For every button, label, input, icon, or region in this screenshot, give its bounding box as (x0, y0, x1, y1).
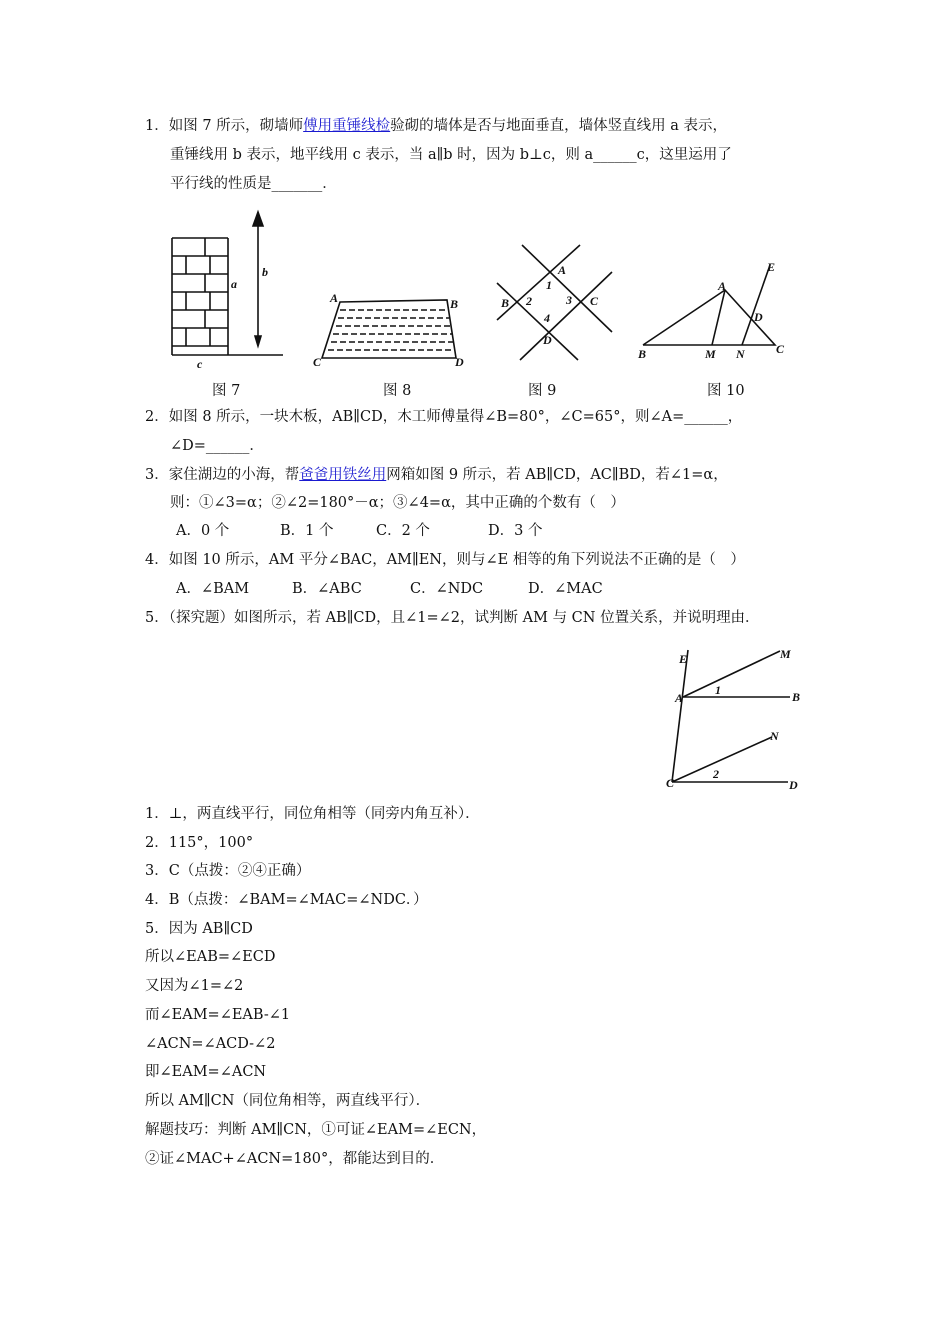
fig8-label-A: A (330, 291, 339, 305)
fig9-label-4: 4 (544, 311, 550, 325)
fig9-label-B: B (501, 296, 510, 310)
figure-q5 (666, 647, 800, 792)
answer-line: 1．⊥，两直线平行，同位角相等（同旁内角互补）． (145, 806, 480, 822)
q3-option-d: D．3 个 (488, 523, 543, 539)
fig5-label-1: 1 (715, 683, 721, 697)
q4-line1: 4．如图 10 所示，AM 平分∠BAC，AM∥EN，则与∠E 相等的角下列说法不正确的是（ ） (145, 552, 745, 568)
fig5-label-N: N (770, 729, 779, 743)
fig5-label-E: E (679, 652, 688, 666)
answer-line: 而∠EAM=∠EAB-∠1 (145, 1007, 291, 1023)
q3-line1 (145, 465, 728, 485)
q1-text: 1．如图 7 所示，砌墙师 (145, 118, 304, 134)
answer-line: 即∠EAM=∠ACN (145, 1064, 267, 1080)
answer-line: 又因为∠1=∠2 (145, 978, 244, 994)
q3-option-c: C．2 个 (376, 523, 430, 539)
fig10-label-N: N (736, 347, 745, 361)
fig8-label-B: B (450, 297, 459, 311)
fig10-label-E: E (767, 260, 776, 274)
fig7-caption: 图 7 (212, 383, 241, 399)
q4-option-d: D．∠MAC (528, 581, 603, 597)
fig9-label-A: A (558, 263, 567, 277)
q5-line1: 5．（探究题）如图所示，若 AB∥CD，且∠1=∠2，试判断 AM 与 CN 位置关系，并说明理由． (145, 610, 760, 626)
fig5-label-B: B (792, 690, 801, 704)
fig8-label-C: C (313, 355, 322, 369)
fig9-label-1: 1 (546, 278, 552, 292)
fig5-label-M: M (780, 647, 791, 661)
fig8-caption: 图 8 (383, 383, 412, 399)
fig10-label-A: A (718, 279, 727, 293)
q3-link[interactable]: 爸爸用铁丝用 (299, 467, 387, 483)
answer-line: 4．B（点拨：∠BAM=∠MAC=∠NDC．） (145, 892, 428, 908)
fig10-caption: 图 10 (707, 383, 745, 399)
q1-link[interactable]: 傅用重锤线检 (303, 118, 391, 134)
fig8-label-D: D (455, 355, 464, 369)
answer-line: 解题技巧：判断 AM∥CN，①可证∠EAM=∠ECN， (145, 1122, 487, 1138)
fig9-label-C: C (590, 294, 599, 308)
answer-line: ∠ACN=∠ACD-∠2 (145, 1036, 276, 1052)
answer-line: 所以 AM∥CN（同位角相等，两直线平行）． (145, 1093, 431, 1109)
answer-line: ②证∠MAC+∠ACN=180°，都能达到目的． (145, 1151, 445, 1167)
fig9-caption: 图 9 (528, 383, 557, 399)
q4-option-c: C．∠NDC (410, 581, 484, 597)
figure-7 (172, 212, 283, 371)
q3-line2: 则：①∠3=α；②∠2=180°－α；③∠4=α，其中正确的个数有（ ） (170, 495, 625, 511)
fig10-label-M: M (705, 347, 716, 361)
fig7-label-c: c (197, 357, 203, 371)
fig10-label-C: C (776, 342, 785, 356)
answer-line: 2．115°，100° (145, 835, 254, 851)
fig7-label-b: b (262, 265, 268, 279)
figure-8 (313, 291, 464, 369)
fig9-label-D: D (543, 333, 552, 347)
q3-text-post: 网箱如图 9 所示，若 AB∥CD，AC∥BD，若∠1=α， (386, 467, 728, 483)
q3-option-a: A．0 个 (176, 523, 230, 539)
fig5-label-D: D (789, 778, 798, 792)
q2-line2: ∠D=______． (170, 438, 264, 454)
fig10-label-B: B (638, 347, 647, 361)
fig10-label-D: D (754, 310, 763, 324)
figure-9 (497, 245, 612, 360)
answer-line: 5．因为 AB∥CD (145, 921, 253, 937)
answer-line: 所以∠EAB=∠ECD (145, 949, 276, 965)
q3-text: 3．家住湖边的小海，帮 (145, 467, 300, 483)
q1-line3: 平行线的性质是_______． (170, 176, 337, 192)
q4-option-b: B．∠ABC (292, 581, 362, 597)
fig9-label-3: 3 (566, 293, 572, 307)
figure-10 (637, 260, 785, 361)
q1-text-post: 验砌的墙体是否与地面垂直，墙体竖直线用 a 表示， (390, 118, 728, 134)
q3-option-b: B．1 个 (280, 523, 334, 539)
q1-line2: 重锤线用 b 表示，地平线用 c 表示，当 a∥b 时，因为 b⊥c，则 a______c，这里运用了 (170, 147, 732, 163)
fig5-label-A: A (675, 691, 684, 705)
fig7-label-a: a (231, 277, 237, 291)
answer-line: 3．C（点拨：②④正确） (145, 863, 311, 879)
fig5-label-2: 2 (713, 767, 719, 781)
fig9-label-2: 2 (526, 294, 532, 308)
q4-option-a: A．∠BAM (176, 581, 250, 597)
fig5-label-C: C (666, 776, 675, 790)
q2-line1: 2．如图 8 所示，一块木板，AB∥CD，木工师傅量得∠B=80°，∠C=65°，则∠A=______， (145, 409, 743, 425)
